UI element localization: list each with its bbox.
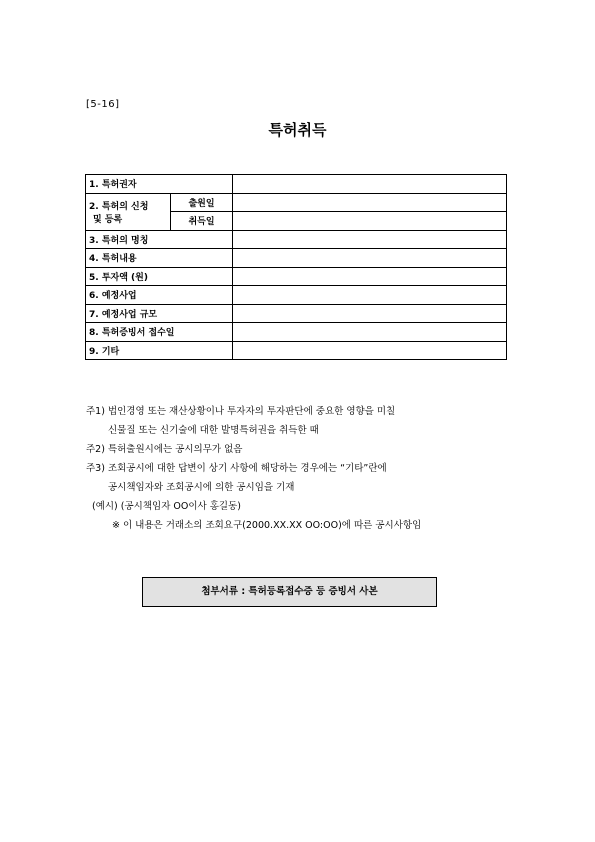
example-note: ※ 이 내용은 거래소의 조회요구(2000.XX.XX OO:OO)에 따른 공시사항임: [112, 520, 422, 531]
value-cell-acquisition-date: [233, 212, 507, 231]
patent-form-table: [85, 174, 507, 360]
value-cell-patent-holder: [233, 175, 507, 194]
table-row: [86, 249, 507, 268]
row-label-investment: 5. 투자액 (원): [86, 267, 233, 286]
form-code: [5-16]: [86, 99, 120, 110]
note-1-continued: 신물질 또는 신기술에 대한 발명특허권을 취득한 때: [108, 425, 319, 436]
value-cell-business-scale: [233, 304, 507, 323]
row-label-application-registration: [86, 193, 171, 230]
table-row: [86, 341, 507, 360]
footnotes: [86, 402, 516, 535]
note-3: 주3) 조회공시에 대한 답변이 상기 사항에 해당하는 경우에는 “기타”란에: [86, 463, 387, 474]
table-row: [86, 286, 507, 305]
value-cell-other: [233, 341, 507, 360]
row-label-patent-name: 3. 특허의 명칭: [86, 230, 233, 249]
row-label-planned-business: 6. 예정사업: [86, 286, 233, 305]
example-line: (예시) (공시책임자 OO이사 홍길동): [92, 501, 241, 512]
sublabel-acquisition-date: 취득일: [171, 212, 233, 231]
attachment-box: 첨부서류 : 특허등록접수증 등 증빙서 사본: [142, 577, 437, 607]
table-row: [86, 175, 507, 194]
row-label-other: 9. 기타: [86, 341, 233, 360]
value-cell-patent-name: [233, 230, 507, 249]
row-label-line: 2. 특허의 신청: [89, 201, 149, 212]
table-row: [86, 304, 507, 323]
row-label-business-scale: 7. 예정사업 규모: [86, 304, 233, 323]
page-title: 특허취득: [268, 121, 327, 139]
note-2: 주2) 특허출원시에는 공시의무가 없음: [86, 444, 243, 455]
sublabel-filing-date: 출원일: [171, 193, 233, 212]
table-row: [86, 230, 507, 249]
row-label-certificate-date: 8. 특허증빙서 접수일: [86, 323, 233, 342]
table-row: [86, 267, 507, 286]
note-3-continued: 공시책임자와 조회공시에 의한 공시임을 기재: [108, 482, 295, 493]
value-cell-planned-business: [233, 286, 507, 305]
value-cell-filing-date: [233, 193, 507, 212]
table-row: [86, 323, 507, 342]
value-cell-investment: [233, 267, 507, 286]
value-cell-certificate-date: [233, 323, 507, 342]
row-label-patent-content: 4. 특허내용: [86, 249, 233, 268]
note-1: 주1) 법인경영 또는 재산상황이나 투자자의 투자판단에 중요한 영향을 미칠: [86, 406, 396, 417]
row-label-patent-holder: 1. 특허권자: [86, 175, 233, 194]
table-row: [86, 193, 507, 212]
value-cell-patent-content: [233, 249, 507, 268]
row-label-line: 및 등록: [93, 214, 123, 225]
